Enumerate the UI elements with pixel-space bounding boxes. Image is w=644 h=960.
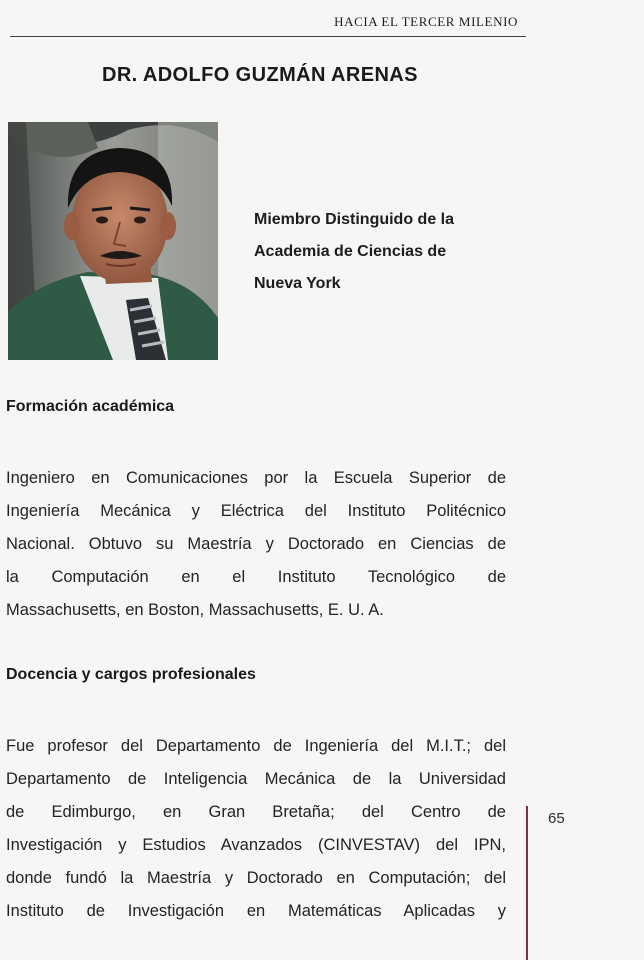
section-heading-docencia: Docencia y cargos profesionales [6,666,256,683]
distinction-line: Nueva York [254,275,341,292]
paragraph-line: la Computación en el Instituto Tecnológico de [6,568,506,586]
paragraph-formacion [6,462,506,627]
profile-name: DR. ADOLFO GUZMÁN ARENAS [102,64,418,86]
distinction-line: Academia de Ciencias de [254,243,447,260]
portrait-photo [8,122,218,360]
running-header: HACIA EL TERCER MILENIO [334,14,518,29]
section-heading-formacion: Formación académica [6,398,175,415]
margin-rule [526,806,528,960]
paragraph-line: Departamento de Inteligencia Mecánica de la Universidad [6,770,506,788]
paragraph-line: Ingeniería Mecánica y Eléctrica del Instituto Politécnico [6,502,506,520]
paragraph-line: Fue profesor del Departamento de Ingeniería del M.I.T.; del [6,737,506,755]
paragraph-docencia [6,730,506,928]
paragraph-line: donde fundó la Maestría y Doctorado en Computación; del [6,869,506,887]
paragraph-line: Massachusetts, en Boston, Massachusetts, E. U. A. [6,601,384,619]
page-number: 65 [548,810,565,827]
paragraph-line: Instituto de Investigación en Matemáticas Aplicadas y [6,902,506,920]
distinction-text [254,204,524,300]
header-rule [10,36,526,37]
distinction-line: Miembro Distinguido de la [254,211,455,228]
paragraph-line: Ingeniero en Comunicaciones por la Escuela Superior de [6,469,506,487]
paragraph-line: Nacional. Obtuvo su Maestría y Doctorado en Ciencias de [6,535,506,553]
paragraph-line: de Edimburgo, en Gran Bretaña; del Centro de [6,803,506,821]
paragraph-line: Investigación y Estudios Avanzados (CINVESTAV) del IPN, [6,836,506,854]
